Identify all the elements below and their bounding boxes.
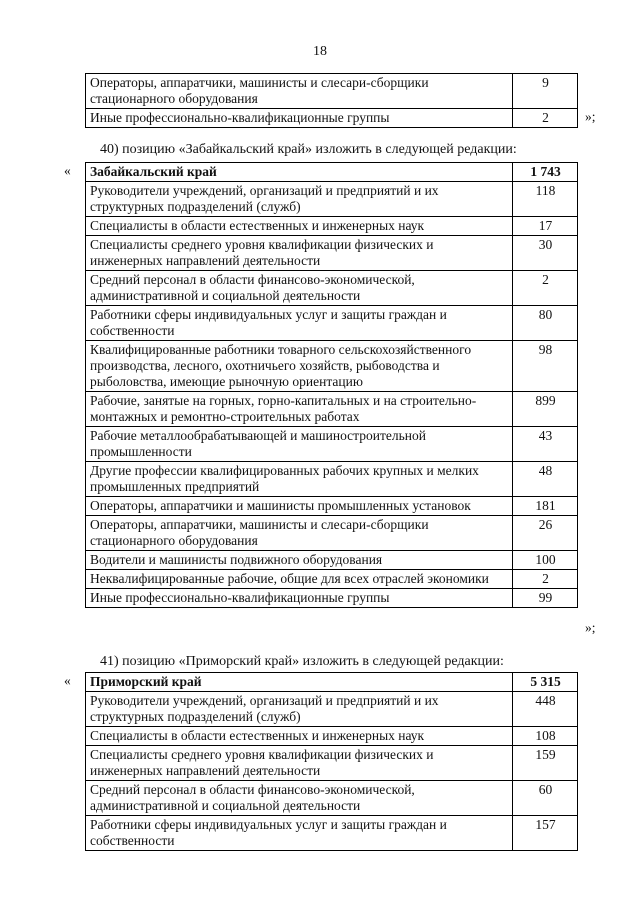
occupation-group-label: Работники сферы индивидуальных услуг и защиты граждан и собственности [86,306,513,341]
table-row [86,781,578,816]
occupation-group-count: 60 [513,781,578,816]
occupation-group-count: 48 [513,462,578,497]
table-row [86,462,578,497]
table-row [86,271,578,306]
occupation-group-count: 181 [513,497,578,516]
table-row [86,692,578,727]
primorsky-table [85,672,578,851]
table-row [86,746,578,781]
table-row [86,516,578,551]
occupation-group-label: Средний персонал в области финансово-экономической, административной и социальной деятельности [86,781,513,816]
table-row [86,109,578,128]
occupation-group-count: 448 [513,692,578,727]
zabaikalsky-table [85,162,578,608]
table-row [86,727,578,746]
occupation-group-label: Водители и машинисты подвижного оборудования [86,551,513,570]
table-row [86,217,578,236]
occupation-group-count: 157 [513,816,578,851]
occupation-group-count: 98 [513,341,578,392]
occupation-group-count: 159 [513,746,578,781]
section-40-intro: 40) позицию «Забайкальский край» изложить в следующей редакции: [100,142,517,157]
occupation-group-label: Работники сферы индивидуальных услуг и защиты граждан и собственности [86,816,513,851]
region-total: 1 743 [513,163,578,182]
occupation-group-label: Рабочие металлообрабатывающей и машиностроительной промышленности [86,427,513,462]
table-row [86,392,578,427]
occupation-group-label: Операторы, аппаратчики, машинисты и слесари-сборщики стационарного оборудования [86,74,513,109]
occupation-group-label: Иные профессионально-квалификационные группы [86,109,513,128]
table-row [86,427,578,462]
occupation-group-count: 30 [513,236,578,271]
table-row [86,589,578,608]
occupation-group-label: Неквалифицированные рабочие, общие для всех отраслей экономики [86,570,513,589]
occupation-group-count: 9 [513,74,578,109]
occupation-group-count: 899 [513,392,578,427]
occupation-group-count: 17 [513,217,578,236]
occupation-group-label: Квалифицированные работники товарного сельскохозяйственного производства, лесного, охотничьего хозяйств, рыбоводства и рыболовства, имеющие рыночную ориентацию [86,341,513,392]
table-row [86,182,578,217]
close-quote-top: »; [585,109,596,124]
table-row [86,570,578,589]
occupation-group-count: 99 [513,589,578,608]
occupation-group-count: 2 [513,109,578,128]
table-row [86,551,578,570]
table-row [86,306,578,341]
table-row [86,816,578,851]
occupation-group-count: 108 [513,727,578,746]
occupation-group-label: Руководители учреждений, организаций и предприятий и их структурных подразделений (служб) [86,692,513,727]
occupation-group-label: Операторы, аппаратчики, машинисты и слесари-сборщики стационарного оборудования [86,516,513,551]
region-total: 5 315 [513,673,578,692]
region-name: Забайкальский край [86,163,513,182]
region-name: Приморский край [86,673,513,692]
occupation-group-count: 100 [513,551,578,570]
occupation-group-count: 2 [513,570,578,589]
table-header-row [86,673,578,692]
table-row [86,236,578,271]
top-table [85,73,578,128]
open-quote-40: « [64,163,71,178]
table-header-row [86,163,578,182]
occupation-group-label: Специалисты в области естественных и инженерных наук [86,727,513,746]
occupation-group-label: Специалисты в области естественных и инженерных наук [86,217,513,236]
occupation-group-label: Руководители учреждений, организаций и предприятий и их структурных подразделений (служб) [86,182,513,217]
occupation-group-label: Иные профессионально-квалификационные группы [86,589,513,608]
occupation-group-label: Средний персонал в области финансово-экономической, административной и социальной деятельности [86,271,513,306]
open-quote-41: « [64,673,71,688]
occupation-group-label: Операторы, аппаратчики и машинисты промышленных установок [86,497,513,516]
occupation-group-count: 2 [513,271,578,306]
table-row [86,341,578,392]
occupation-group-label: Специалисты среднего уровня квалификации физических и инженерных направлений деятельности [86,236,513,271]
table-row [86,74,578,109]
occupation-group-count: 80 [513,306,578,341]
occupation-group-count: 26 [513,516,578,551]
section-41-intro: 41) позицию «Приморский край» изложить в следующей редакции: [100,654,504,669]
occupation-group-count: 43 [513,427,578,462]
close-quote-40: »; [585,620,596,635]
occupation-group-label: Другие профессии квалифицированных рабочих крупных и мелких промышленных предприятий [86,462,513,497]
table-row [86,497,578,516]
occupation-group-label: Рабочие, занятые на горных, горно-капитальных и на строительно-монтажных и ремонтно-строительных работах [86,392,513,427]
occupation-group-label: Специалисты среднего уровня квалификации физических и инженерных направлений деятельности [86,746,513,781]
occupation-group-count: 118 [513,182,578,217]
page-number: 18 [313,44,327,59]
